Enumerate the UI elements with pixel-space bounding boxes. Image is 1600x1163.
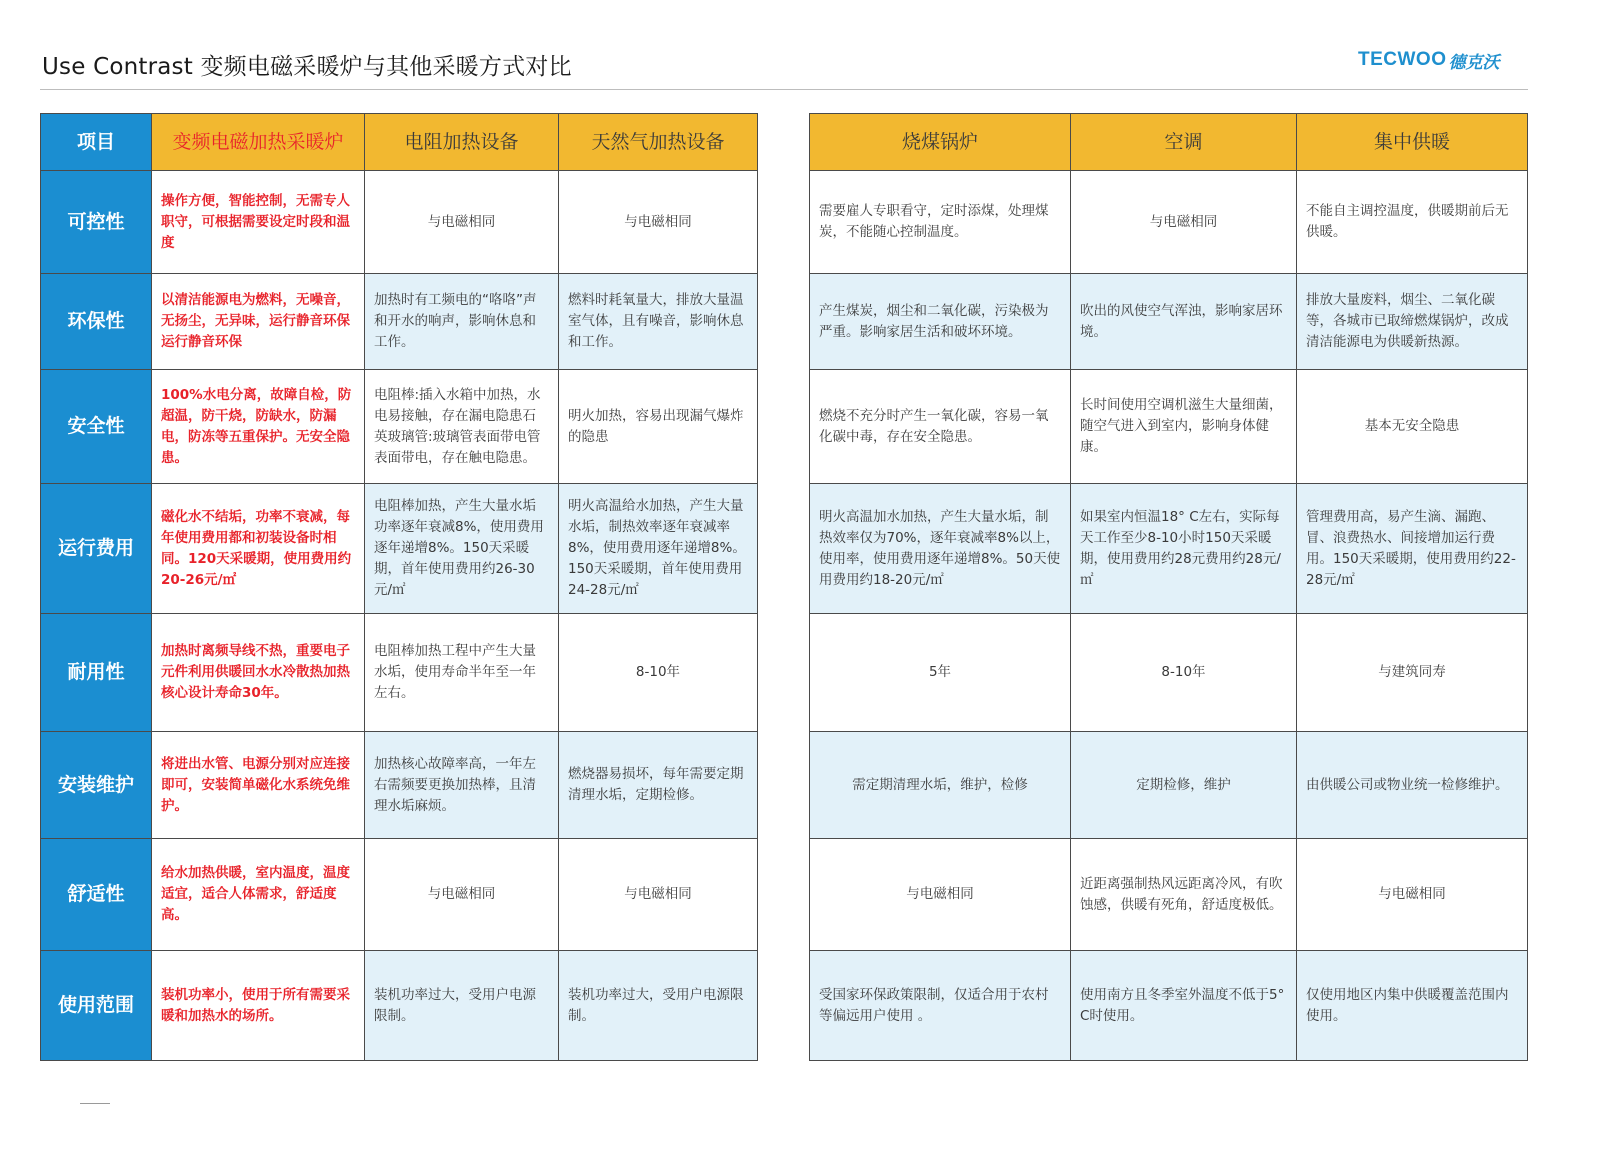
left-header-row [41,114,758,171]
air-conditioner-cell: 长时间使用空调机滋生大量细菌，随空气进入到室内，影响身体健康。 [1071,370,1297,484]
page-footer-mark [80,1103,110,1104]
gas-cell: 装机功率过大，受用户电源限制。 [559,951,758,1061]
induction-cell: 给水加热供暖，室内温度，温度适宜，适合人体需求，舒适度高。 [152,839,365,951]
table-row [41,171,758,274]
air-conditioner-cell: 使用南方且冬季室外温度不低于5° C时使用。 [1071,951,1297,1061]
row-label-cell: 可控性 [41,171,152,274]
table-row [810,274,1528,370]
row-label-cell: 耐用性 [41,614,152,732]
induction-cell: 以清洁能源电为燃料，无噪音，无扬尘，无异味，运行静音环保运行静音环保 [152,274,365,370]
row-label-cell: 舒适性 [41,839,152,951]
induction-cell: 装机功率小，使用于所有需要采暖和加热水的场所。 [152,951,365,1061]
right-comparison-table [809,113,1528,1061]
gas-cell: 燃烧器易损坏，每年需要定期清理水垢，定期检修。 [559,732,758,839]
table-row [810,732,1528,839]
coal-boiler-cell: 燃烧不充分时产生一氧化碳，容易一氧化碳中毒，存在安全隐患。 [810,370,1071,484]
central-heating-cell: 由供暖公司或物业统一检修维护。 [1297,732,1528,839]
resistance-cell: 电阻棒加热工程中产生大量水垢，使用寿命半年至一年左右。 [365,614,559,732]
coal-boiler-cell: 产生煤炭，烟尘和二氧化碳，污染极为严重。影响家居生活和破坏环境。 [810,274,1071,370]
induction-cell: 磁化水不结垢，功率不衰减，每年使用费用都和初装设备时相同。120天采暖期，使用费用约20-26元/㎡ [152,484,365,614]
gas-cell: 8-10年 [559,614,758,732]
column-header-coal-boiler: 烧煤锅炉 [810,114,1071,171]
column-header-resistance: 电阻加热设备 [365,114,559,171]
column-header-gas: 天然气加热设备 [559,114,758,171]
air-conditioner-cell: 与电磁相同 [1071,171,1297,274]
page-title: Use Contrast 变频电磁采暖炉与其他采暖方式对比 [42,54,572,80]
row-label-cell: 安装维护 [41,732,152,839]
induction-cell: 100%水电分离，故障自检，防超温，防干烧，防缺水，防漏电，防冻等五重保护。无安全隐患。 [152,370,365,484]
central-heating-cell: 基本无安全隐患 [1297,370,1528,484]
gas-cell: 与电磁相同 [559,839,758,951]
central-heating-cell: 排放大量废料，烟尘、二氧化碳等，各城市已取缔燃煤锅炉，改成清洁能源电为供暖新热源。 [1297,274,1528,370]
gas-cell: 明火加热，容易出现漏气爆炸的隐患 [559,370,758,484]
resistance-cell: 与电磁相同 [365,171,559,274]
column-header-item: 项目 [41,114,152,171]
air-conditioner-cell: 8-10年 [1071,614,1297,732]
induction-cell: 操作方便，智能控制，无需专人职守，可根据需要设定时段和温度 [152,171,365,274]
coal-boiler-cell: 需定期清理水垢，维护，检修 [810,732,1071,839]
air-conditioner-cell: 定期检修，维护 [1071,732,1297,839]
row-label-cell: 运行费用 [41,484,152,614]
table-row [41,614,758,732]
resistance-cell: 加热核心故障率高，一年左右需频要更换加热棒，且清理水垢麻烦。 [365,732,559,839]
table-row [41,732,758,839]
air-conditioner-cell: 如果室内恒温18° C左右，实际每天工作至少8-10小时150天采暖期，使用费用约28元费用约28元/㎡ [1071,484,1297,614]
table-row [810,839,1528,951]
table-row [41,951,758,1061]
resistance-cell: 装机功率过大，受用户电源限制。 [365,951,559,1061]
air-conditioner-cell: 近距离强制热风远距离冷风，有吹蚀感，供暖有死角，舒适度极低。 [1071,839,1297,951]
coal-boiler-cell: 与电磁相同 [810,839,1071,951]
central-heating-cell: 管理费用高，易产生滴、漏跑、冒、浪费热水、间接增加运行费用。150天采暖期，使用费用约22-28元/㎡ [1297,484,1528,614]
resistance-cell: 加热时有工频电的“咯咯”声和开水的响声，影响休息和工作。 [365,274,559,370]
induction-cell: 将进出水管、电源分别对应连接即可，安装简单磁化水系统免维护。 [152,732,365,839]
row-label-cell: 安全性 [41,370,152,484]
table-row [810,171,1528,274]
gas-cell: 与电磁相同 [559,171,758,274]
logo-wordmark: TECWOO [1358,49,1447,70]
central-heating-cell: 不能自主调控温度，供暖期前后无供暖。 [1297,171,1528,274]
coal-boiler-cell: 需要雇人专职看守，定时添煤，处理煤炭，不能随心控制温度。 [810,171,1071,274]
induction-cell: 加热时离频导线不热，重要电子元件利用供暖回水水冷散热加热核心设计寿命30年。 [152,614,365,732]
table-row [810,484,1528,614]
resistance-cell: 与电磁相同 [365,839,559,951]
column-header-air-conditioner: 空调 [1071,114,1297,171]
table-row [810,370,1528,484]
gas-cell: 燃料时耗氧量大，排放大量温室气体，且有噪音，影响休息和工作。 [559,274,758,370]
central-heating-cell: 与建筑同寿 [1297,614,1528,732]
header-divider [40,89,1528,90]
central-heating-cell: 与电磁相同 [1297,839,1528,951]
coal-boiler-cell: 受国家环保政策限制，仅适合用于农村等偏远用户使用 。 [810,951,1071,1061]
table-row [41,839,758,951]
table-row [41,370,758,484]
logo-chinese: 德克沃 [1448,52,1500,73]
table-row [810,614,1528,732]
row-label-cell: 环保性 [41,274,152,370]
row-label-cell: 使用范围 [41,951,152,1061]
coal-boiler-cell: 5年 [810,614,1071,732]
table-row [41,484,758,614]
right-header-row [810,114,1528,171]
gas-cell: 明火高温给水加热，产生大量水垢，制热效率逐年衰减率8%，使用费用逐年递增8%。150天采暖期，首年使用费用24-28元/㎡ [559,484,758,614]
air-conditioner-cell: 吹出的风使空气浑浊，影响家居环境。 [1071,274,1297,370]
table-row [41,274,758,370]
brand-logo [1358,38,1530,82]
left-comparison-table [40,113,758,1061]
column-header-central-heating: 集中供暖 [1297,114,1528,171]
resistance-cell: 电阻棒:插入水箱中加热，水电易接触，存在漏电隐患石英玻璃管:玻璃管表面带电管表面带电，存在触电隐患。 [365,370,559,484]
table-row [810,951,1528,1061]
central-heating-cell: 仅使用地区内集中供暖覆盖范围内使用。 [1297,951,1528,1061]
resistance-cell: 电阻棒加热，产生大量水垢功率逐年衰减8%，使用费用逐年递增8%。150天采暖期，首年使用费用约26-30元/㎡ [365,484,559,614]
column-header-induction: 变频电磁加热采暖炉 [152,114,365,171]
coal-boiler-cell: 明火高温加水加热，产生大量水垢，制热效率仅为70%，逐年衰减率8%以上，使用率，使用费用逐年递增8%。50天使用费用约18-20元/㎡ [810,484,1071,614]
